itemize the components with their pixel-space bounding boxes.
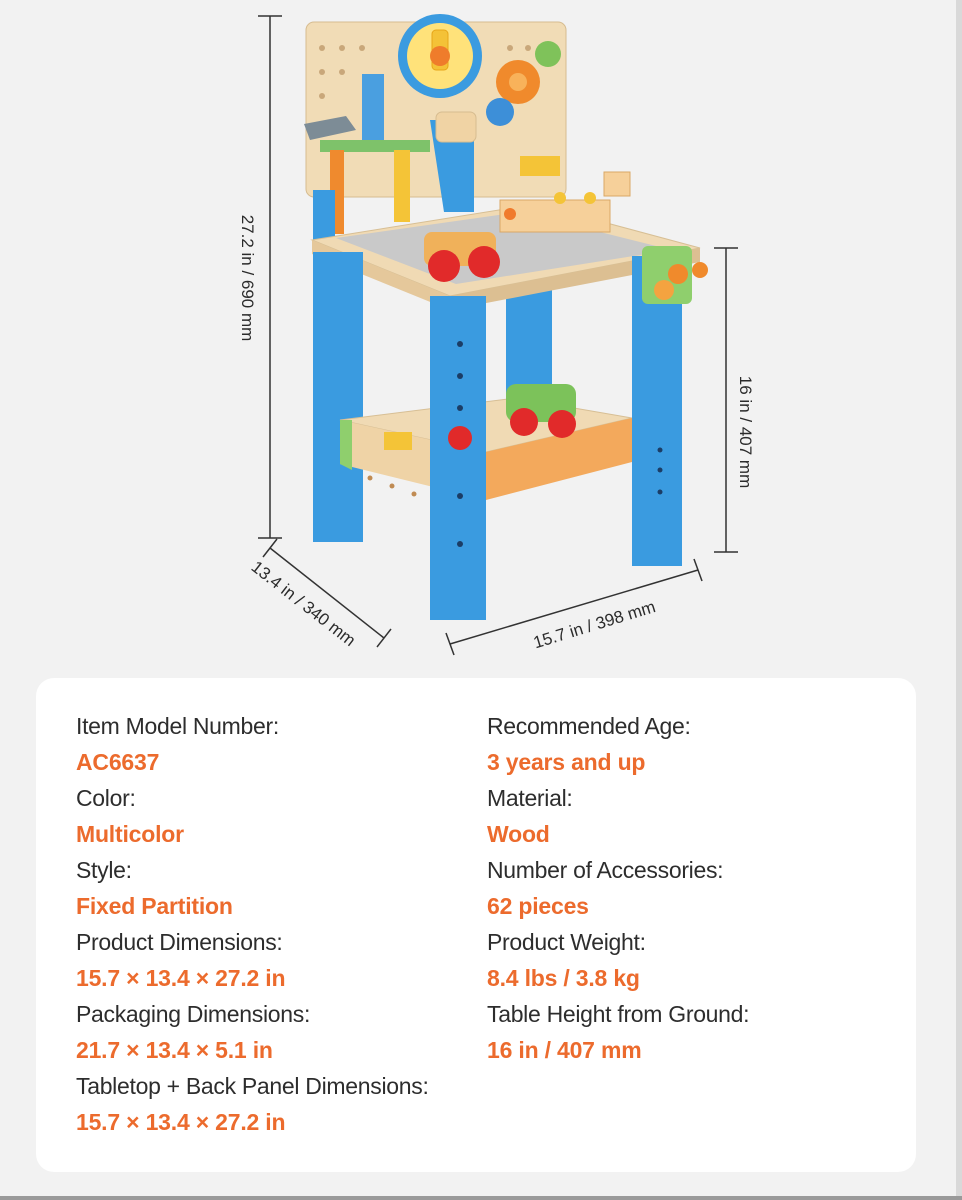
- product-dimensions-value: 15.7 × 13.4 × 27.2 in: [76, 965, 286, 991]
- spec-card: [36, 678, 916, 1172]
- front-left-leg: [313, 252, 363, 542]
- weight-label: Product Weight:: [487, 929, 646, 955]
- car-wheel: [548, 410, 576, 438]
- tabletop-dimensions-value: 15.7 × 13.4 × 27.2 in: [76, 1109, 286, 1135]
- accessories-label: Number of Accessories:: [487, 857, 724, 883]
- spec-column-left: [76, 708, 429, 1140]
- width-label: 15.7 in / 398 mm: [531, 597, 658, 653]
- table-height-dimension-line: [714, 248, 738, 552]
- bolt-icon: [448, 426, 472, 450]
- color-label: Color:: [76, 785, 136, 811]
- material-value: Wood: [487, 821, 550, 847]
- packaging-dimensions-value: 21.7 × 13.4 × 5.1 in: [76, 1037, 273, 1063]
- car-wheel: [428, 250, 460, 282]
- spec-column-right: [487, 708, 749, 1068]
- style-label: Style:: [76, 857, 132, 883]
- material-label: Material:: [487, 785, 573, 811]
- car-wheel: [510, 408, 538, 436]
- frame-edge-bottom: [0, 1196, 962, 1200]
- packaging-dimensions-label: Packaging Dimensions:: [76, 1001, 311, 1027]
- table-height-label: 16 in / 407 mm: [736, 375, 755, 489]
- table-height-spec-label: Table Height from Ground:: [487, 1001, 750, 1027]
- color-value: Multicolor: [76, 821, 184, 847]
- recommended-age-value: 3 years and up: [487, 749, 646, 775]
- car-wheel: [468, 246, 500, 278]
- model-number-value: AC6637: [76, 749, 160, 775]
- model-number-label: Item Model Number:: [76, 713, 279, 739]
- table-height-spec-value: 16 in / 407 mm: [487, 1037, 642, 1063]
- gear-icon: [535, 41, 561, 67]
- height-dimension-line: [258, 16, 282, 538]
- style-value: Fixed Partition: [76, 893, 233, 919]
- depth-label: 13.4 in / 340 mm: [247, 557, 360, 651]
- weight-value: 8.4 lbs / 3.8 kg: [487, 965, 640, 991]
- product-dimensions-label: Product Dimensions:: [76, 929, 283, 955]
- tabletop-dimensions-label: Tabletop + Back Panel Dimensions:: [76, 1073, 429, 1099]
- recommended-age-label: Recommended Age:: [487, 713, 691, 739]
- accessories-value: 62 pieces: [487, 893, 589, 919]
- gear-icon: [486, 98, 514, 126]
- total-height-label: 27.2 in / 690 mm: [238, 214, 257, 342]
